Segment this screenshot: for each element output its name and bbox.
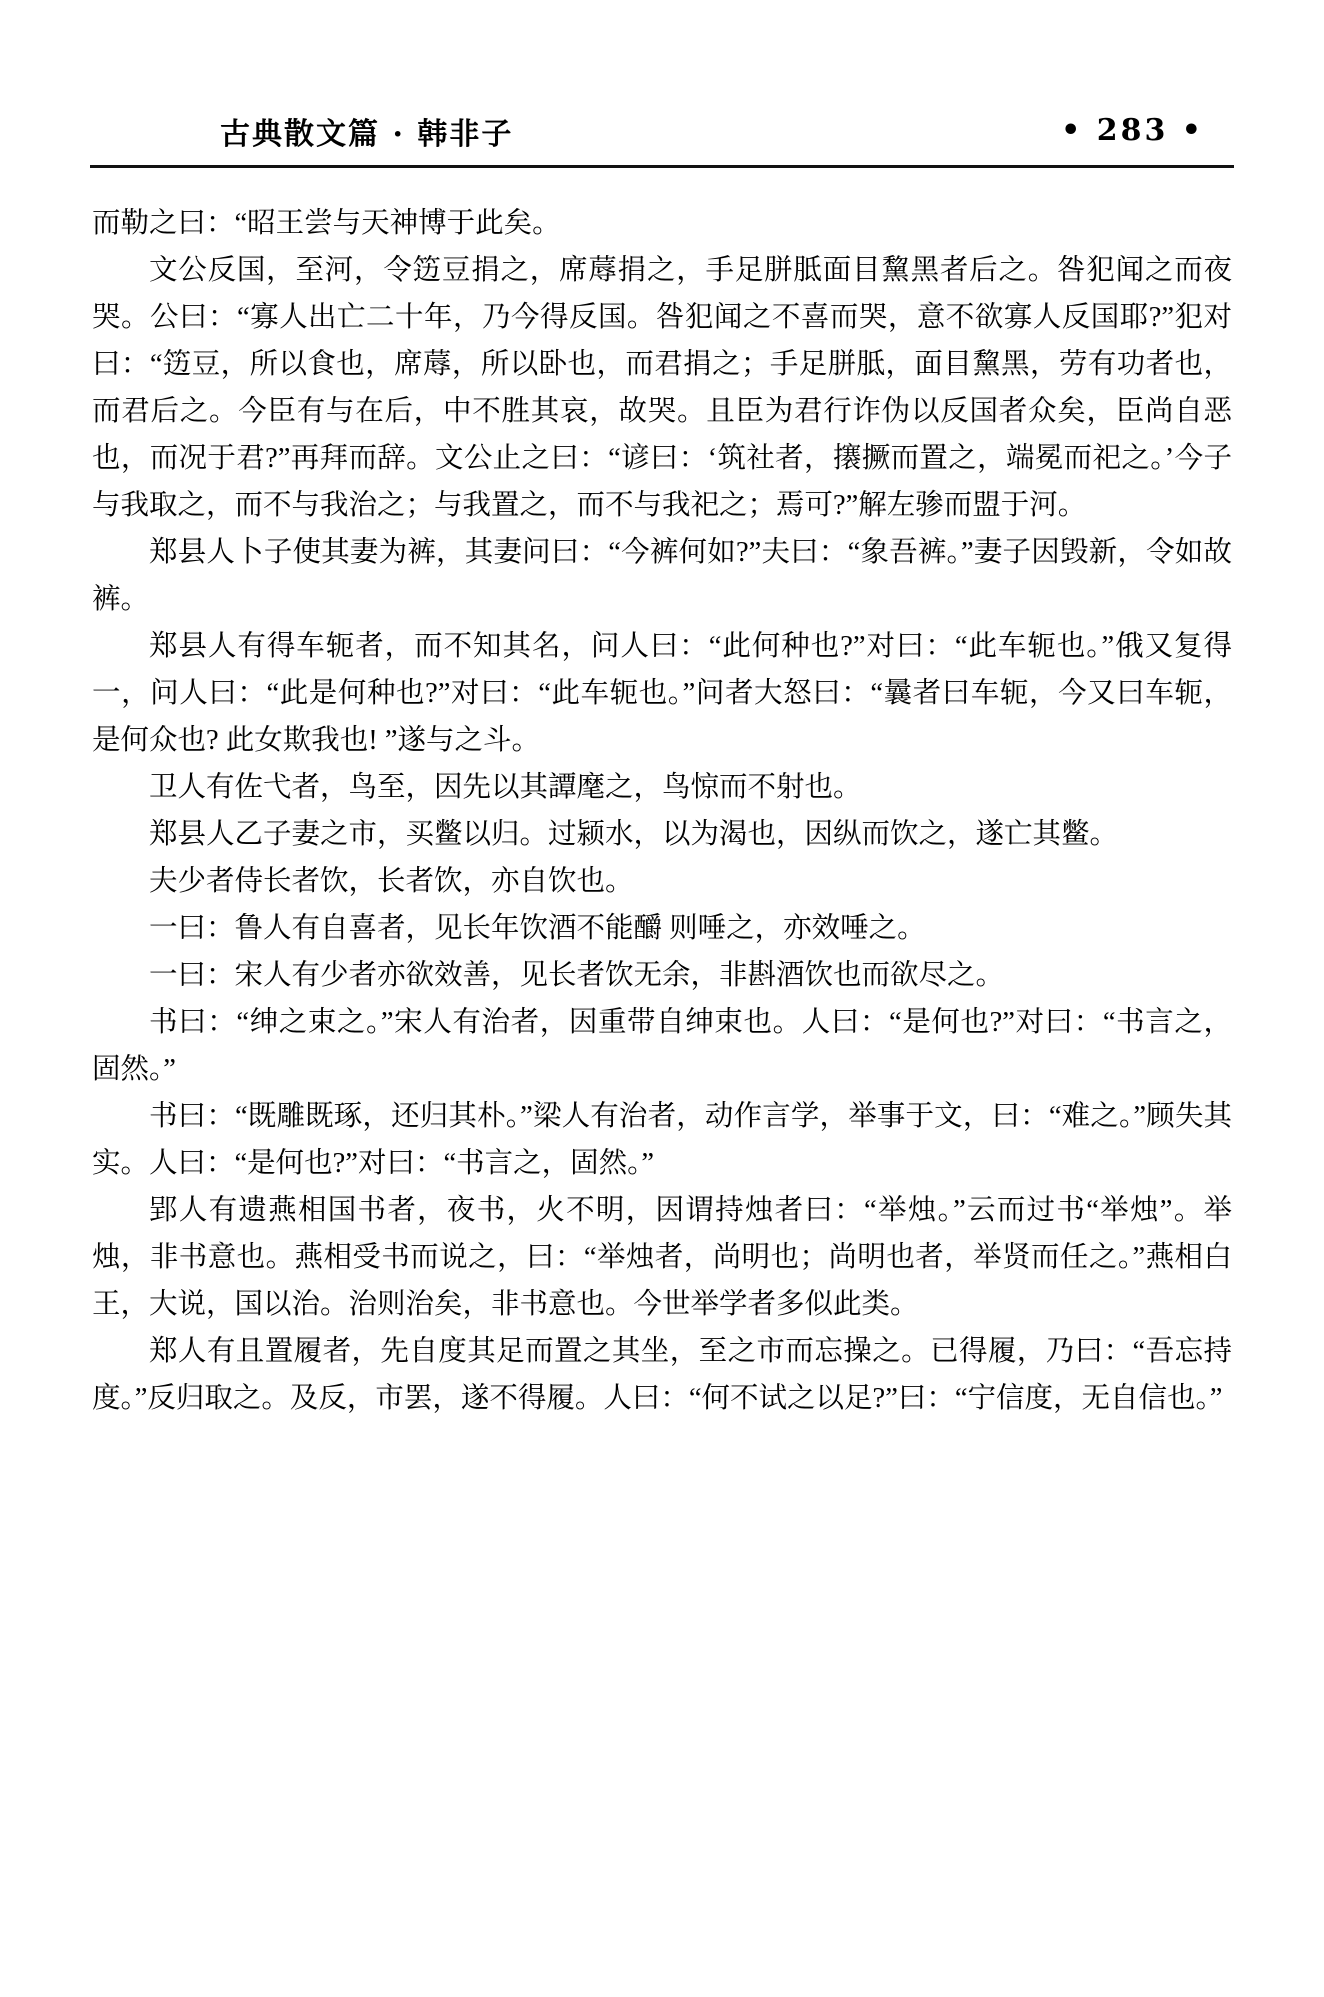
paragraph: 书曰：“既雕既琢，还归其朴。”梁人有治者，动作言学，举事于文，曰：“难之。”顾失其实。人曰：“是何也?”对曰：“书言之，固然。” xyxy=(92,1101,1232,1179)
paragraph: 郑县人卜子使其妻为裤，其妻问曰：“今裤何如?”夫曰：“象吾裤。”妻子因毁新，令如故裤。 xyxy=(92,537,1232,615)
paragraph: 一曰：鲁人有自喜者，见长年饮酒不能釂 则唾之，亦效唾之。 xyxy=(149,913,926,944)
paragraph: 书曰：“绅之束之。”宋人有治者，因重带自绅束也。人曰：“是何也?”对曰：“书言之，固然。” xyxy=(92,1007,1232,1085)
paragraph: 郢人有遗燕相国书者，夜书，火不明，因谓持烛者曰：“举烛。”云而过书“举烛”。举烛，非书意也。燕相受书而说之，曰：“举烛者，尚明也；尚明也者，举贤而任之。”燕相白王，大说，国以治。治则治矣，非书意也。今世举学者多似此类。 xyxy=(92,1195,1232,1320)
paragraph: 卫人有佐弋者，鸟至，因先以其譚麾之，鸟惊而不射也。 xyxy=(149,772,862,803)
paragraph: 郑县人有得车轭者，而不知其名，问人曰：“此何种也?”对曰：“此车轭也。”俄又复得一，问人曰：“此是何种也?”对曰：“此车轭也。”问者大怒曰：“曩者曰车轭，今又曰车轭，是何众也? 此女欺我也! ”遂与之斗。 xyxy=(92,631,1232,756)
paragraph: 文公反国，至河，令笾豆捐之，席蓐捐之，手足胼胝面目黧黑者后之。咎犯闻之而夜哭。公曰：“寡人出亡二十年，乃今得反国。咎犯闻之不喜而哭，意不欲寡人反国耶?”犯对曰：“笾豆，所以食也，席蓐，所以卧也，而君捐之；手足胼胝，面目黧黑，劳有功者也，而君后之。今臣有与在后，中不胜其哀，故哭。且臣为君行诈伪以反国者众矣，臣尚自恶也，而况于君?”再拜而辞。文公止之曰：“谚曰：‘筑社者，攐撅而置之，端冕而祀之。’今子与我取之，而不与我治之；与我置之，而不与我祀之；焉可?”解左骖而盟于河。 xyxy=(92,255,1232,521)
paragraph: 而勒之曰：“昭王尝与天神博于此矣。 xyxy=(92,208,561,239)
book-section-title: 古典散文篇 · 韩非子 xyxy=(220,116,514,152)
paragraph: 郑县人乙子妻之市，买鳖以归。过颍水，以为渴也，因纵而饮之，遂亡其鳖。 xyxy=(149,819,1119,850)
page-number: • 283 • xyxy=(1061,113,1204,148)
paragraph: 一曰：宋人有少者亦欲效善，见长者饮无余，非斟酒饮也而欲尽之。 xyxy=(149,960,1005,991)
page-header xyxy=(90,96,1234,168)
page-body xyxy=(92,200,1232,1422)
paragraph: 夫少者侍长者饮，长者饮，亦自饮也。 xyxy=(149,866,634,897)
paragraph: 郑人有且置履者，先自度其足而置之其坐，至之市而忘操之。已得履，乃曰：“吾忘持度。”反归取之。及反，市罢，遂不得履。人曰：“何不试之以足?”曰：“宁信度，无自信也。” xyxy=(92,1336,1232,1414)
